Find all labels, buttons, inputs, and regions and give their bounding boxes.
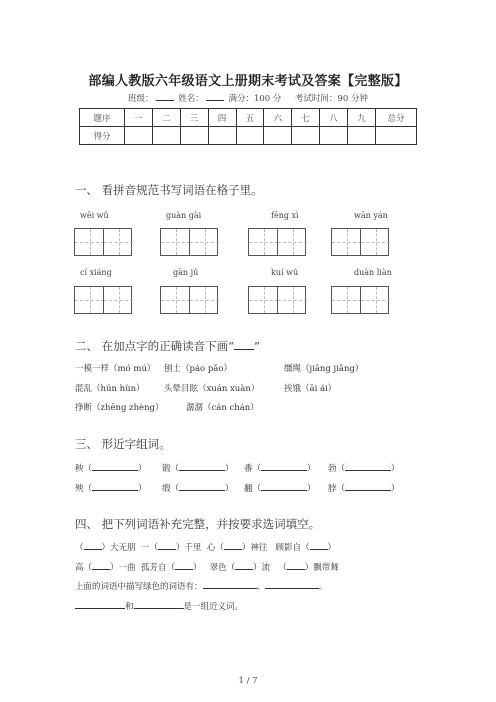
table-cell: 三 [180,109,208,127]
answer-blank[interactable] [92,482,138,491]
pinyin-label: cí xiáng [80,268,112,277]
writing-grid[interactable] [248,286,306,314]
class-blank[interactable] [156,92,174,101]
name-label: 姓名： [178,94,204,104]
instruction-text: 和 [125,602,134,612]
word-group-item: 缎（ ） [162,484,234,494]
section2-heading-end: ” [254,339,260,353]
table-cell: 六 [264,109,292,127]
reading-item: 头晕目眩（xuán xuàn） [164,384,260,394]
answer-blank[interactable] [203,580,257,589]
score-entry-cell[interactable] [180,127,208,145]
score-table [79,108,417,145]
word-group-item: 勃（ ） [328,464,400,474]
section1-heading: 一、 看拼音规范书写词语在格子里。 [75,183,263,197]
answer-blank[interactable] [310,541,328,550]
word-group-item: 秧（ ） [75,464,147,474]
idiom-text: 高（ [75,563,93,573]
char: 缎 [162,484,171,494]
answer-blank[interactable] [134,600,184,609]
idiom-text: ）飘带舞 [304,563,339,573]
char: 番 [244,464,253,474]
exam-time: 考试时间：90 分钟 [294,94,368,104]
char: 脖 [328,484,337,494]
writing-grid[interactable] [248,228,306,256]
score-entry-cell[interactable] [125,127,153,145]
section2-heading-text: 二、 在加点字的正确读音下画“ [75,339,235,353]
char: 勃 [328,464,337,474]
answer-blank[interactable] [179,482,225,491]
score-entry-cell[interactable] [236,127,264,145]
score-entry-cell[interactable] [264,127,292,145]
answer-blank[interactable] [84,541,102,550]
table-cell: 二 [152,109,180,127]
idiom-text: 孤芳自（ [140,563,175,573]
writing-grid[interactable] [74,228,132,256]
section2-heading [75,338,260,354]
score-entry-cell[interactable] [320,127,348,145]
score-table-header-row [80,109,417,127]
answer-blank[interactable] [179,462,225,471]
writing-grid[interactable] [160,228,218,256]
score-entry-cell[interactable] [376,127,417,145]
char: 秧 [75,464,84,474]
word-group-item: 翻（ ） [244,484,316,494]
answer-blank[interactable] [92,561,110,570]
idiom-text: 翠色（ [209,563,236,573]
idiom-text: ）神往 [241,543,268,553]
answer-blank[interactable] [265,580,319,589]
char: 殃 [75,484,84,494]
page-number: 1 / 7 [238,676,258,686]
answer-blank[interactable] [235,561,253,570]
idiom-text: 心（ [206,543,224,553]
reading-item: 潺潺（cán chán） [186,403,259,413]
table-cell: 八 [320,109,348,127]
idiom-row: （ ）大无朋 一（ ）千里 心（ ）神往 顾影自（ ） [75,543,337,553]
score-entry-cell[interactable] [152,127,180,145]
score-entry-cell[interactable] [292,127,320,145]
pinyin-label: wēi wǔ [80,211,109,220]
table-cell: 总分 [376,109,417,127]
writing-grid[interactable] [74,286,132,314]
reading-item: 混乱（hún hùn） [75,384,145,394]
instruction-text: 上面的词语中描写绿色的词语有： [75,582,203,592]
table-cell: 题序 [80,109,125,127]
full-score: 满分：100 分 [228,94,282,104]
answer-blank[interactable] [345,482,391,491]
idiom-text: ）一曲 [110,563,136,573]
writing-grid[interactable] [160,286,218,314]
answer-blank[interactable] [92,462,138,471]
idiom-text: ）千里 [175,543,202,553]
class-label: 班级： [128,94,154,104]
score-table-score-row [80,127,417,145]
fill-line: 上面的词语中描写绿色的词语有： 、 。 [75,582,328,592]
char: 翻 [244,484,253,494]
table-cell: 四 [208,109,236,127]
table-cell: 九 [348,109,376,127]
idiom-text: ）流 [253,563,271,573]
instruction-text: 是一组近义词。 [183,602,244,612]
underline-sample [234,341,254,350]
reading-item: 挣断（zhēng zhèng） [75,403,164,413]
word-group-item: 殃（ ） [75,484,147,494]
page-title: 部编人教版六年级语文上册期末考试及答案【完整版】 [88,74,408,89]
pinyin-label: gān jú [173,268,199,277]
idiom-text: 顾影自（ [275,543,310,553]
word-group-item: 番（ ） [244,464,316,474]
section3-heading: 三、 形近字组词。 [75,437,171,451]
answer-blank[interactable] [175,561,193,570]
score-entry-cell[interactable] [208,127,236,145]
score-entry-cell[interactable] [348,127,376,145]
pinyin-label: duàn liàn [354,268,392,277]
answer-blank[interactable] [75,600,125,609]
table-cell: 七 [292,109,320,127]
pinyin-label: wān yán [354,211,388,220]
reading-item: 一模一样（mó mú） [75,364,156,374]
char: 锻 [162,464,171,474]
answer-blank[interactable] [345,462,391,471]
writing-grid[interactable] [331,228,389,256]
word-group-item: 锻（ ） [162,464,234,474]
word-group-item: 脖（ ） [328,484,400,494]
idiom-row: 高（ ）一曲 孤芳自（ ） 翠色（ ）流 （ ）飘带舞 [75,563,339,573]
section4-heading: 四、 把下列词语补充完整，并按要求选词填空。 [75,517,321,531]
pinyin-label: kuí wú [271,268,299,277]
reading-item: 缰绳（jiāng jiǎng） [284,364,364,374]
pinyin-label: fēng xì [271,211,299,220]
fill-line [75,600,243,612]
answer-blank[interactable] [158,541,176,550]
answer-blank[interactable] [287,561,305,570]
answer-blank[interactable] [261,482,307,491]
idiom-text: ） [192,563,202,573]
reading-item: 挨饿（āi ái） [284,384,337,394]
idiom-text: 一（ [140,543,158,553]
table-cell: 五 [236,109,264,127]
table-cell: 一 [125,109,153,127]
answer-blank[interactable] [224,541,242,550]
exam-info-line [0,92,496,104]
idiom-text: ） [327,543,337,553]
table-cell: 得分 [80,127,125,145]
pinyin-label: guàn gài [166,211,202,220]
answer-blank[interactable] [261,462,307,471]
name-blank[interactable] [206,92,224,101]
reading-item: 刨土（páo pǎo） [164,364,232,374]
idiom-text: ）大无朋 [101,543,136,553]
writing-grid[interactable] [331,286,389,314]
